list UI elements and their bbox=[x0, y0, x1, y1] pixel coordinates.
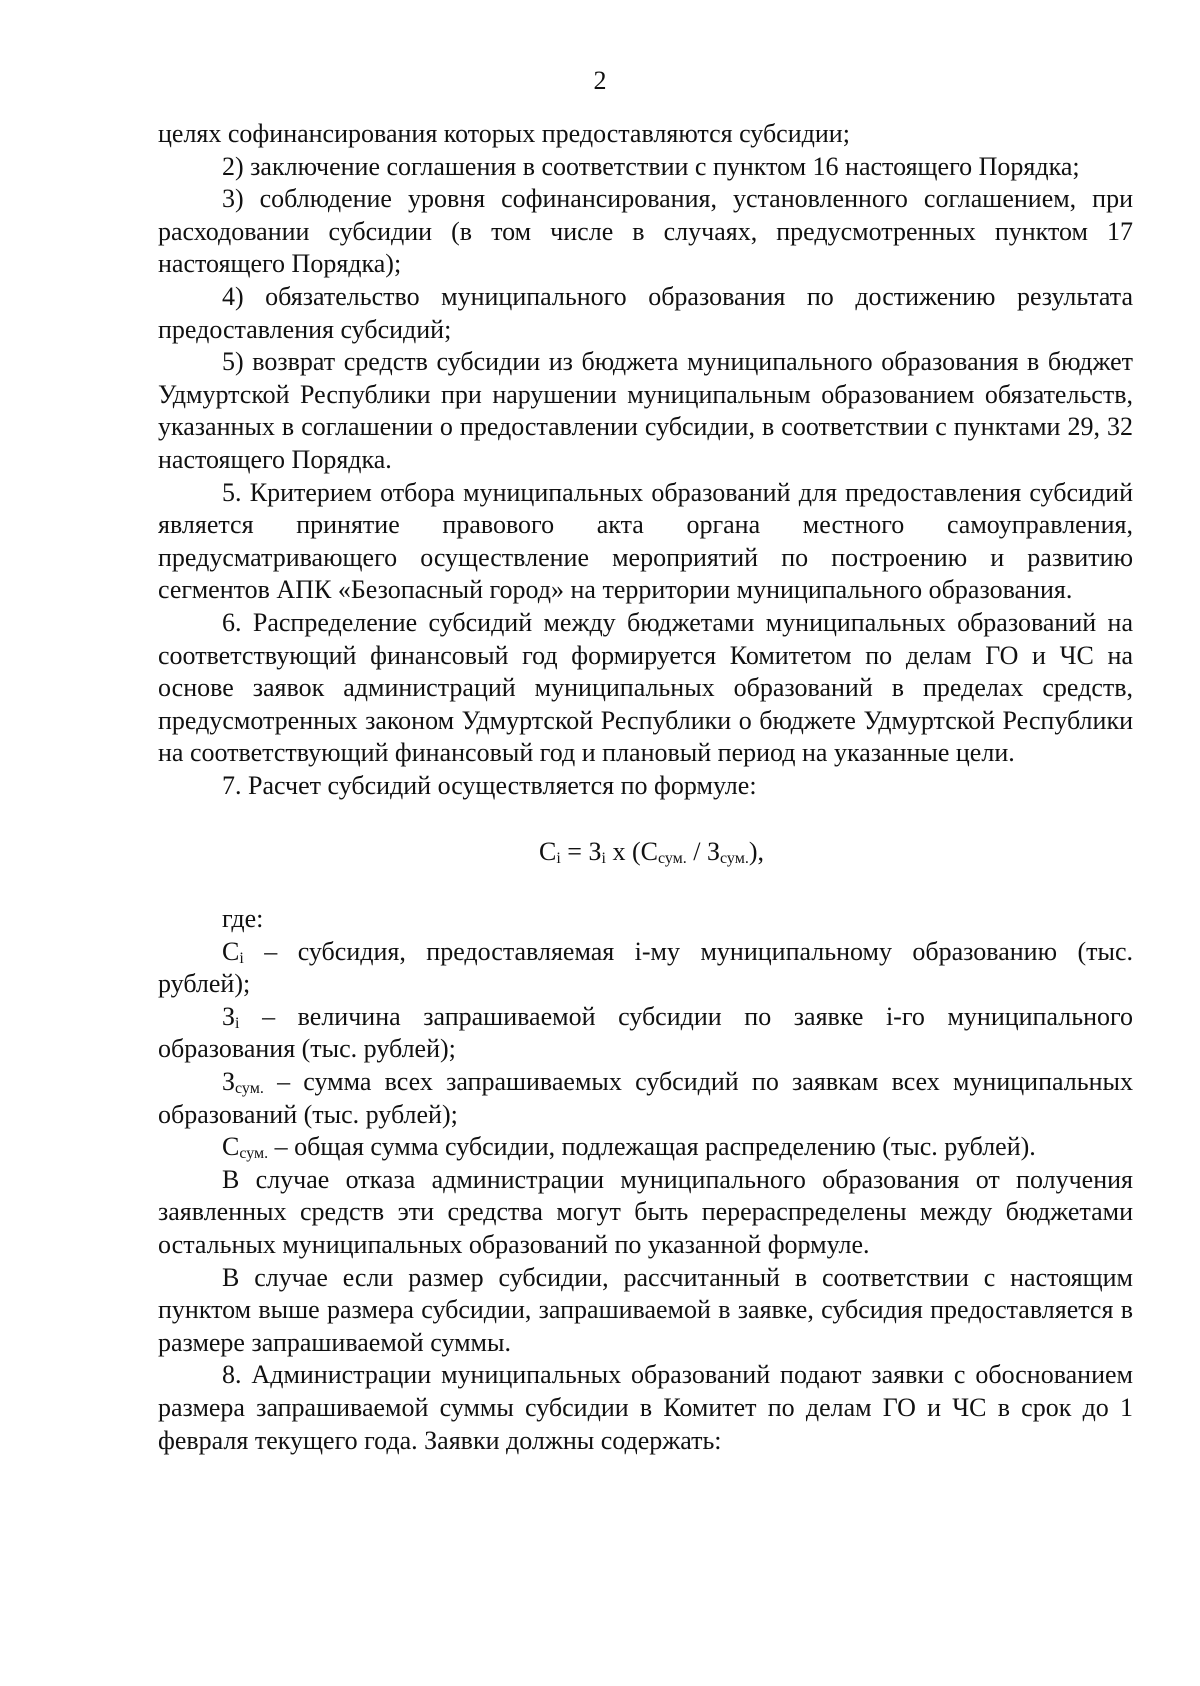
subsidy-formula bbox=[158, 836, 1133, 869]
clause-6: 6. Распределение субсидий между бюджетами муниципальных образований на соответствующий финансовый год формируется Комитетом по делам ГО и ЧС на основе заявок администраций муниципальных образований в пределах средств, предусмотренных законом Удмуртской Республики о бюджете Удмуртской Республики на соответствующий финансовый год и плановый период на указанные цели. bbox=[158, 607, 1133, 768]
csum-sub: сум. bbox=[239, 1145, 269, 1163]
zi-symbol: З bbox=[222, 1001, 236, 1031]
formula-zsum-sub: сум. bbox=[720, 850, 749, 868]
ci-text: – субсидия, предоставляемая i-му муниципальному образованию (тыс. рублей); bbox=[158, 936, 1133, 999]
zsum-text: – сумма всех запрашиваемых субсидий по заявкам всех муниципальных образований (тыс. рублей); bbox=[158, 1067, 1133, 1129]
redistribution-paragraph: В случае отказа администрации муниципального образования от получения заявленных средств эти средства могут быть перераспределены между бюджетами остальных муниципальных образований по указанной формуле. bbox=[158, 1164, 1133, 1259]
csum-symbol: C bbox=[222, 1132, 240, 1162]
formula-c-sub: i bbox=[556, 850, 561, 868]
list-item-4: 4) обязательство муниципального образования по достижению результата предоставления субсидий; bbox=[158, 281, 1133, 344]
list-item-3: 3) соблюдение уровня софинансирования, установленного соглашением, при расходовании субсидии (в том числе в случаях, предусмотренных пунктом 17 настоящего Порядка); bbox=[158, 184, 1133, 279]
definition-zi bbox=[158, 1001, 1133, 1066]
definition-zsum bbox=[158, 1066, 1133, 1131]
formula-c: C bbox=[539, 837, 557, 867]
formula-csum-sub: сум. bbox=[657, 850, 687, 868]
paragraph-continuation: целях софинансирования которых предоставляются субсидии; bbox=[158, 119, 850, 148]
formula-mid: x (C bbox=[605, 837, 658, 867]
list-item-2: 2) заключение соглашения в соответствии с пунктом 16 настоящего Порядка; bbox=[222, 151, 1080, 181]
definition-ci bbox=[158, 936, 1133, 1001]
document-body bbox=[158, 118, 1133, 1457]
ci-sub: i bbox=[239, 949, 244, 967]
where-label: где: bbox=[222, 904, 264, 934]
zi-text: – величина запрашиваемой субсидии по заявке i-го муниципального образования (тыс. рублей); bbox=[158, 1001, 1133, 1064]
formula-eq: = З bbox=[560, 837, 602, 867]
ci-symbol: C bbox=[222, 936, 240, 966]
formula-slash: / З bbox=[686, 837, 721, 867]
definition-csum bbox=[158, 1131, 1133, 1164]
page-number: 2 bbox=[593, 66, 607, 95]
zsum-symbol: З bbox=[222, 1067, 236, 1097]
clause-8: 8. Администрации муниципальных образований подают заявки с обоснованием размера запрашиваемой суммы субсидии в Комитет по делам ГО и ЧС в срок до 1 февраля текущего года. Заявки должны содержать: bbox=[158, 1360, 1133, 1455]
formula-z-sub: i bbox=[601, 850, 606, 868]
clause-7: 7. Расчет субсидий осуществляется по формуле: bbox=[222, 770, 757, 800]
formula-tail: ), bbox=[748, 837, 764, 867]
cap-paragraph: В случае если размер субсидии, рассчитанный в соответствии с настоящим пунктом выше размера субсидии, запрашиваемой в заявке, субсидия предоставляется в размере запрашиваемой суммы. bbox=[158, 1262, 1133, 1357]
zsum-sub: сум. bbox=[235, 1080, 264, 1098]
zi-sub: i bbox=[235, 1014, 240, 1032]
csum-text: – общая сумма субсидии, подлежащая распределению (тыс. рублей). bbox=[268, 1132, 1036, 1162]
clause-5: 5. Критерием отбора муниципальных образований для предоставления субсидий является принятие правового акта органа местного самоуправления, предусматривающего осуществление мероприятий по построению и развитию сегментов АПК «Безопасный город» на территории муниципального образования. bbox=[158, 477, 1133, 605]
list-item-5: 5) возврат средств субсидии из бюджета муниципального образования в бюджет Удмуртской Республики при нарушении муниципальным образованием обязательств, указанных в соглашении о предоставлении субсидии, в соответствии с пунктами 29, 32 настоящего Порядка. bbox=[158, 347, 1133, 474]
